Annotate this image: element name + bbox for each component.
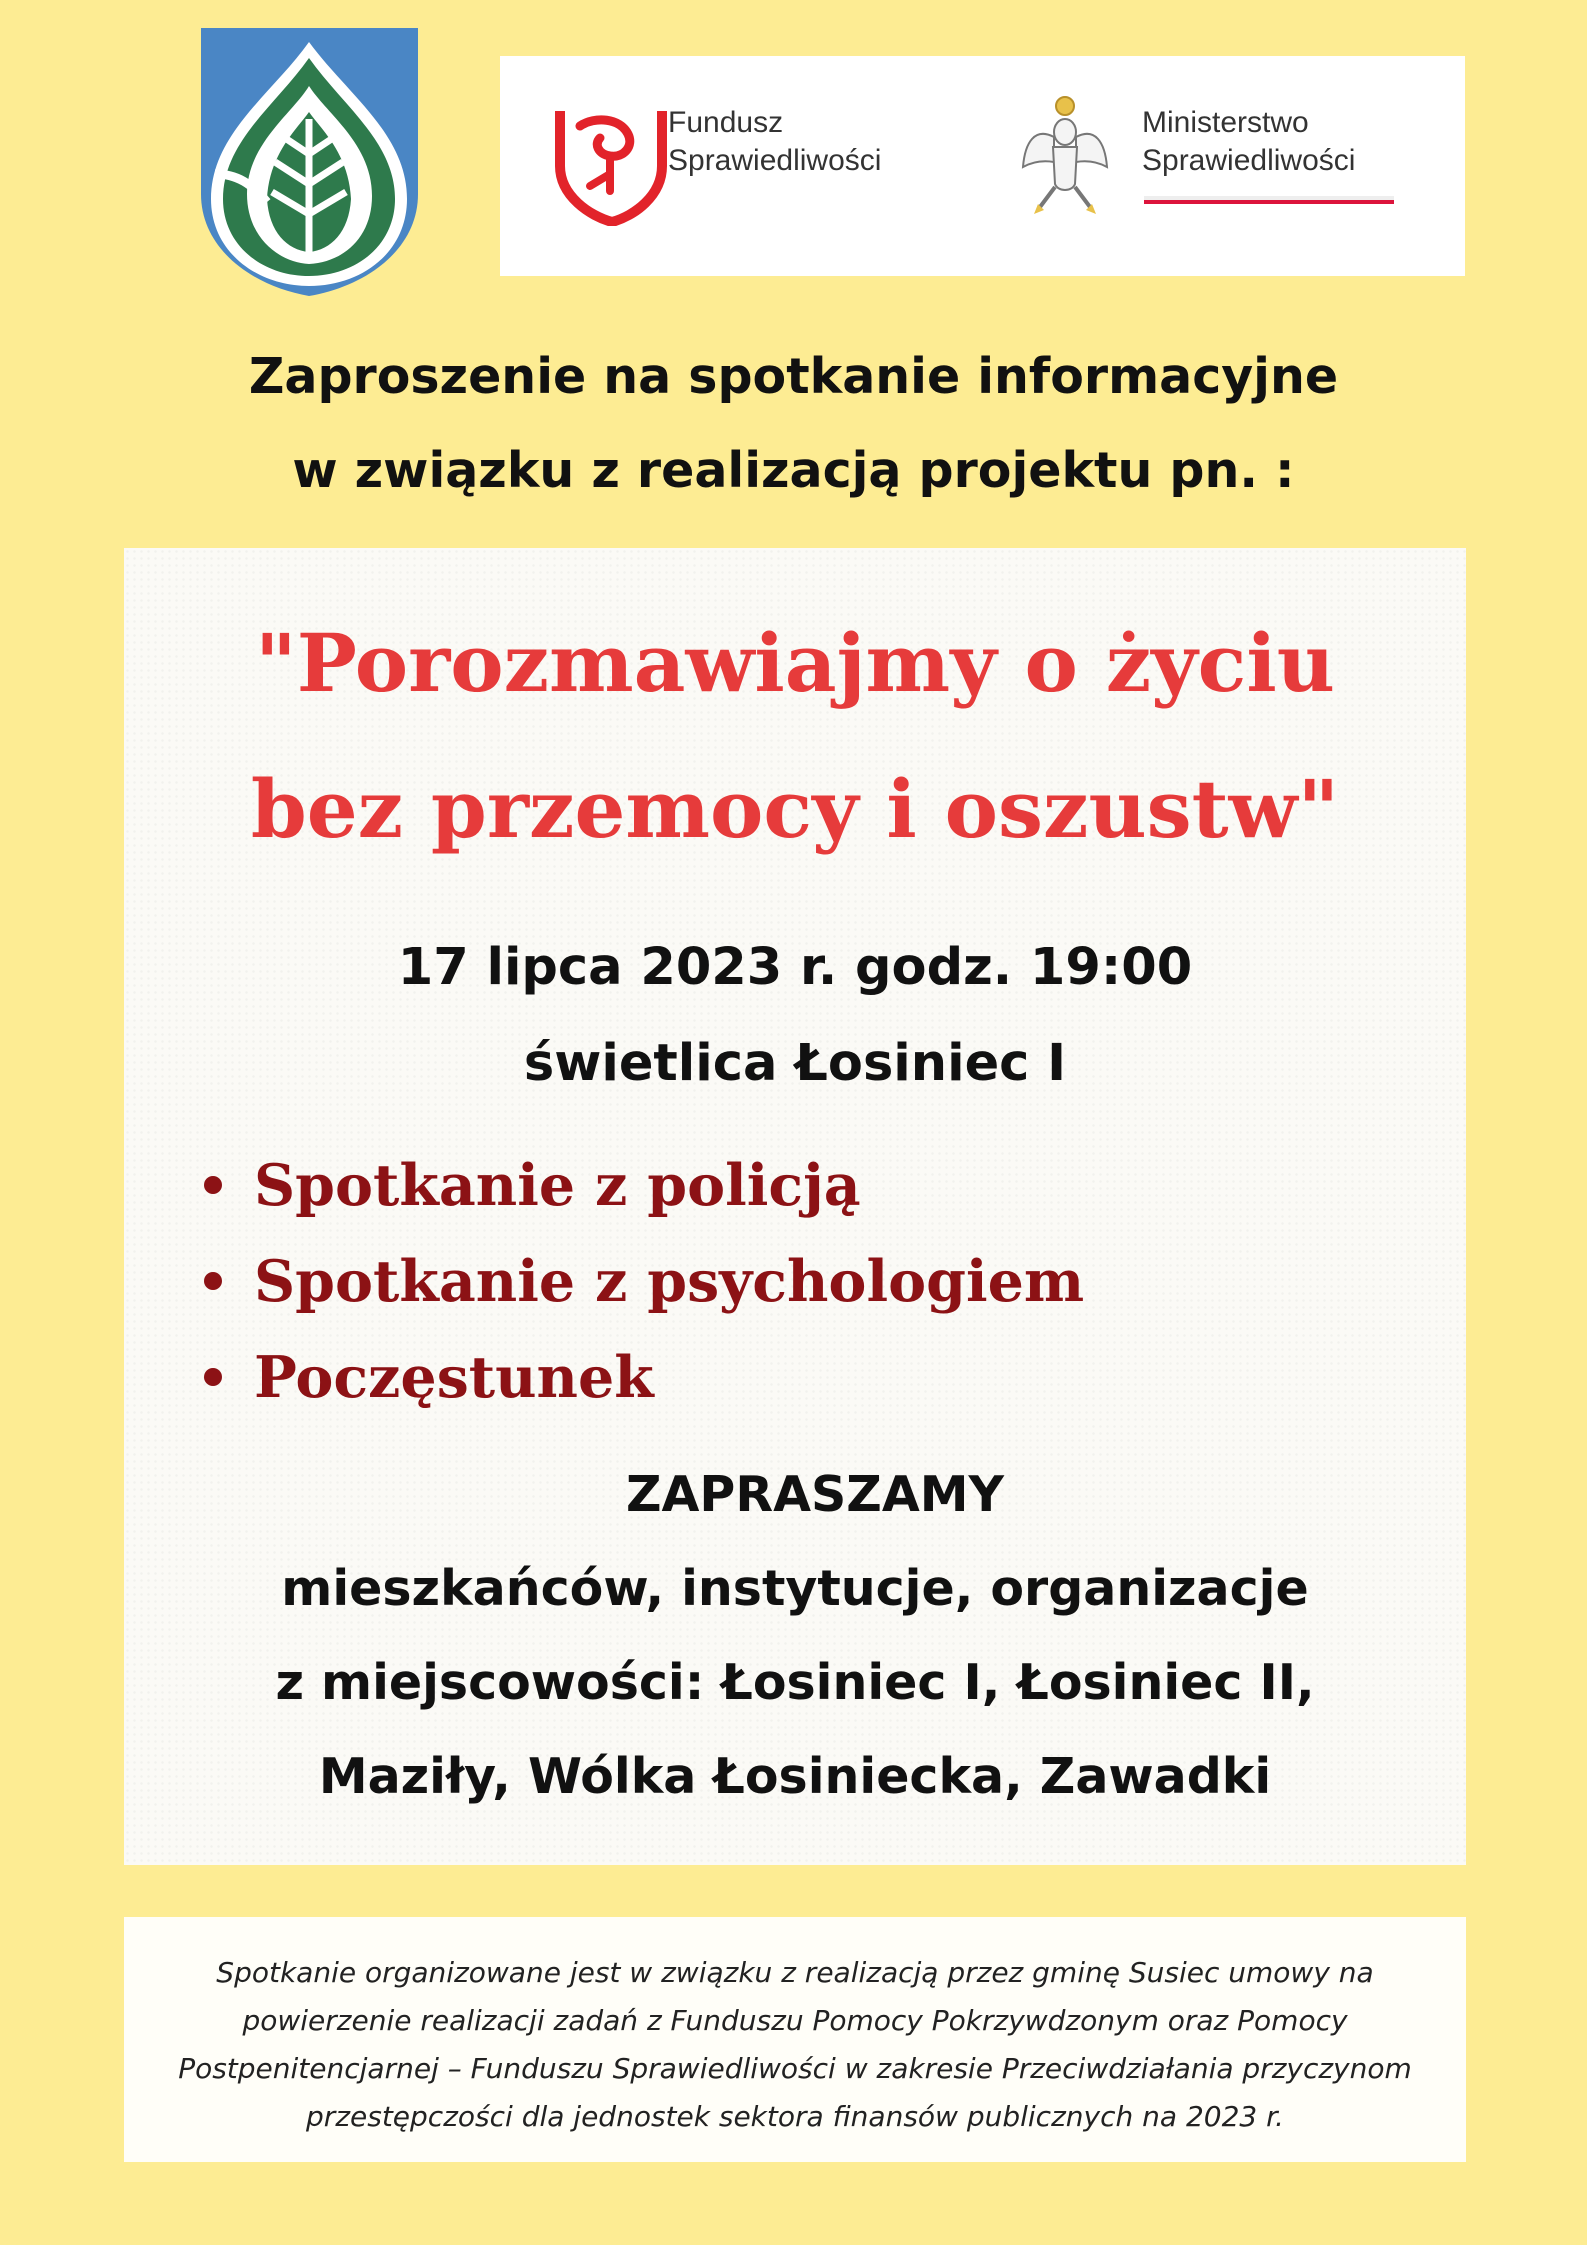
invite-line1: mieszkańców, instytucje, organizacje <box>281 1560 1309 1617</box>
fundusz-line2: Sprawiedliwości <box>668 144 882 177</box>
footer-text: Spotkanie organizowane jest w związku z realizacją przez gminę Susiec umowy na powierzenie realizacji zadań z Funduszu Pomocy Pokrzywdzonym oraz Pomocy Postpenitencjarnej – Funduszu Sprawiedliwości w zakresie Przeciwdziałania przyczynom przestępczości dla jednostek sektora finansów publicznych na 2023 r. <box>178 1956 1412 2133</box>
agenda-item-label: Poczęstunek <box>254 1344 654 1411</box>
bullet-icon <box>204 1176 222 1194</box>
sponsor-logos <box>500 56 1465 276</box>
project-title <box>124 590 1466 882</box>
title-line2: bez przemocy i oszustw" <box>250 762 1340 856</box>
title-line1: "Porozmawiajmy o życiu <box>255 616 1335 710</box>
footer-note <box>124 1917 1466 2162</box>
ministerstwo-line1: Ministerstwo <box>1142 106 1309 139</box>
agenda-item-label: Spotkanie z psychologiem <box>254 1248 1085 1315</box>
event-details <box>124 920 1466 1112</box>
main-panel <box>124 548 1466 1865</box>
list-item <box>204 1138 1084 1234</box>
agenda-list <box>204 1138 1084 1426</box>
fundusz-line1: Fundusz <box>668 106 784 139</box>
ministerstwo-line2: Sprawiedliwości <box>1142 144 1356 177</box>
ministerstwo-logo-text <box>1142 104 1355 180</box>
leaf-crest-icon <box>197 24 422 299</box>
bullet-icon <box>204 1368 222 1386</box>
event-date: 17 lipca 2023 r. godz. 19:00 <box>397 938 1193 997</box>
invite-line3: Maziły, Wólka Łosiniecka, Zawadki <box>318 1748 1272 1805</box>
intro-line1: Zaproszenie na spotkanie informacyjne <box>248 348 1339 405</box>
invite-heading: ZAPRASZAMY <box>625 1466 1004 1523</box>
intro-line2: w związku z realizacją projektu pn. : <box>292 442 1295 499</box>
fundusz-logo-text <box>668 104 881 180</box>
list-item <box>204 1330 1084 1426</box>
invitation-block <box>124 1448 1466 1824</box>
event-place: świetlica Łosiniec I <box>523 1034 1067 1093</box>
intro-heading <box>0 330 1587 518</box>
polish-flag-stripe <box>1144 196 1394 204</box>
eagle-emblem-icon <box>1020 92 1110 217</box>
agenda-item-label: Spotkanie z policją <box>254 1152 861 1219</box>
invite-line2: z miejscowości: Łosiniec I, Łosiniec II, <box>275 1654 1315 1711</box>
list-item <box>204 1234 1084 1330</box>
bullet-icon <box>204 1272 222 1290</box>
fundusz-shield-icon <box>550 96 670 226</box>
